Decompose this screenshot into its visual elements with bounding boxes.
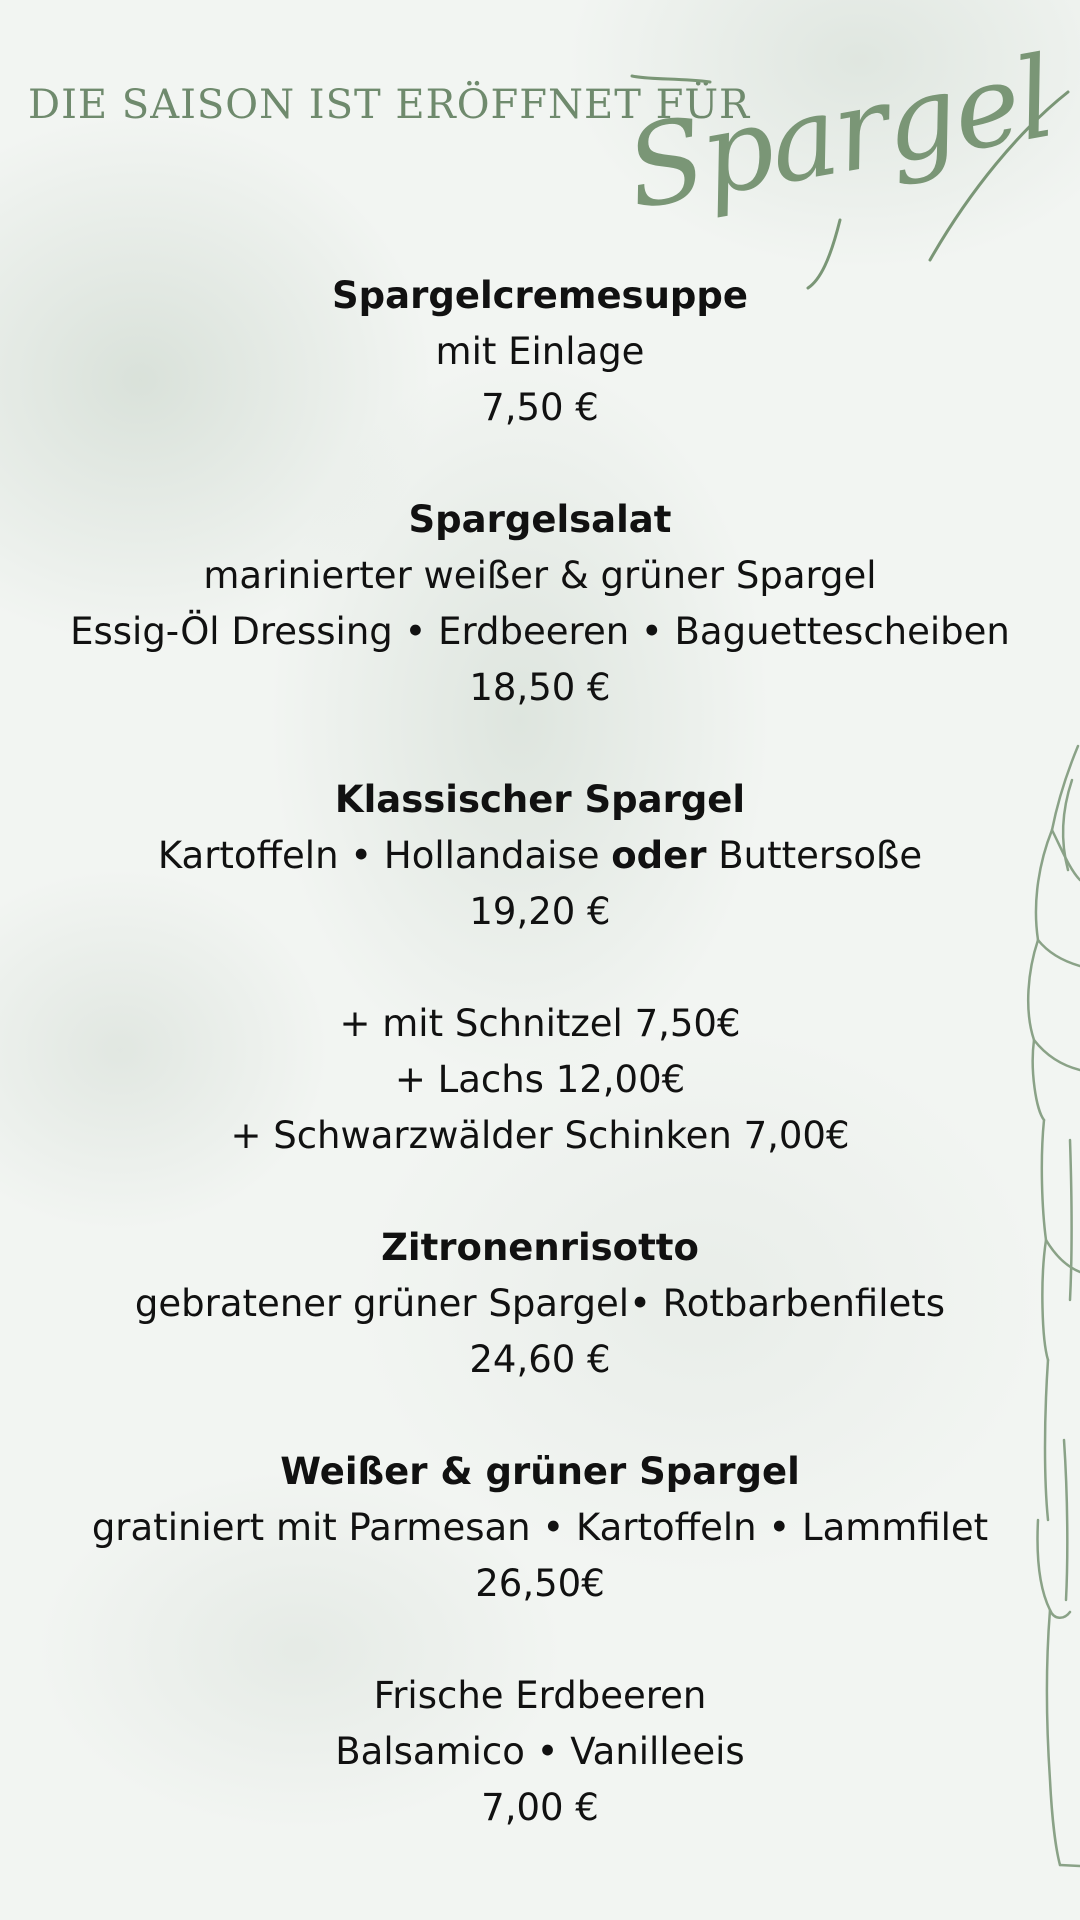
menu-item xyxy=(0,492,1080,716)
dish-price: 7,00 € xyxy=(481,1786,599,1829)
dish-price: 19,20 € xyxy=(469,890,611,933)
dish-description: Essig-Öl Dressing • Erdbeeren • Baguettescheiben xyxy=(70,610,1010,653)
dish-name: Spargelsalat xyxy=(408,498,672,541)
script-title: Spargel xyxy=(617,32,1063,235)
dish-description: gratiniert mit Parmesan • Kartoffeln • Lammfilet xyxy=(91,1506,989,1549)
dish-price: 18,50 € xyxy=(469,666,611,709)
dish-description: Balsamico • Vanilleeis xyxy=(335,1730,745,1773)
extra-option: + mit Schnitzel 7,50€ xyxy=(339,1002,741,1045)
dish-description: mit Einlage xyxy=(435,330,645,373)
dish-name: Zitronenrisotto xyxy=(381,1226,699,1269)
asparagus-illustration-icon xyxy=(1010,740,1080,1870)
description-part: Buttersoße xyxy=(706,834,923,877)
dish-description: marinierter weißer & grüner Spargel xyxy=(203,554,877,597)
menu-item xyxy=(0,1220,1080,1388)
menu-item xyxy=(0,1668,1080,1836)
dish-price: 24,60 € xyxy=(469,1338,611,1381)
dish-price: 7,50 € xyxy=(481,386,599,429)
menu xyxy=(0,268,1080,1836)
dish-name: Weißer & grüner Spargel xyxy=(280,1450,800,1493)
menu-item xyxy=(0,772,1080,1164)
menu-item xyxy=(0,268,1080,436)
dish-price: 26,50€ xyxy=(475,1562,605,1605)
dish-name: Spargelcremesuppe xyxy=(332,274,748,317)
description-part: Kartoffeln • Hollandaise xyxy=(157,834,612,877)
extra-option: + Schwarzwälder Schinken 7,00€ xyxy=(230,1114,850,1157)
season-intro: DIE SAISON IST ERÖFFNET FÜR xyxy=(28,82,751,128)
dish-name: Klassischer Spargel xyxy=(334,778,746,821)
dish-description xyxy=(0,828,1080,884)
dish-description: gebratener grüner Spargel• Rotbarbenfilets xyxy=(134,1282,946,1325)
extra-option: + Lachs 12,00€ xyxy=(394,1058,686,1101)
menu-item xyxy=(0,1444,1080,1612)
dish-description: Frische Erdbeeren xyxy=(373,1674,707,1717)
description-emphasis: oder xyxy=(611,834,707,877)
